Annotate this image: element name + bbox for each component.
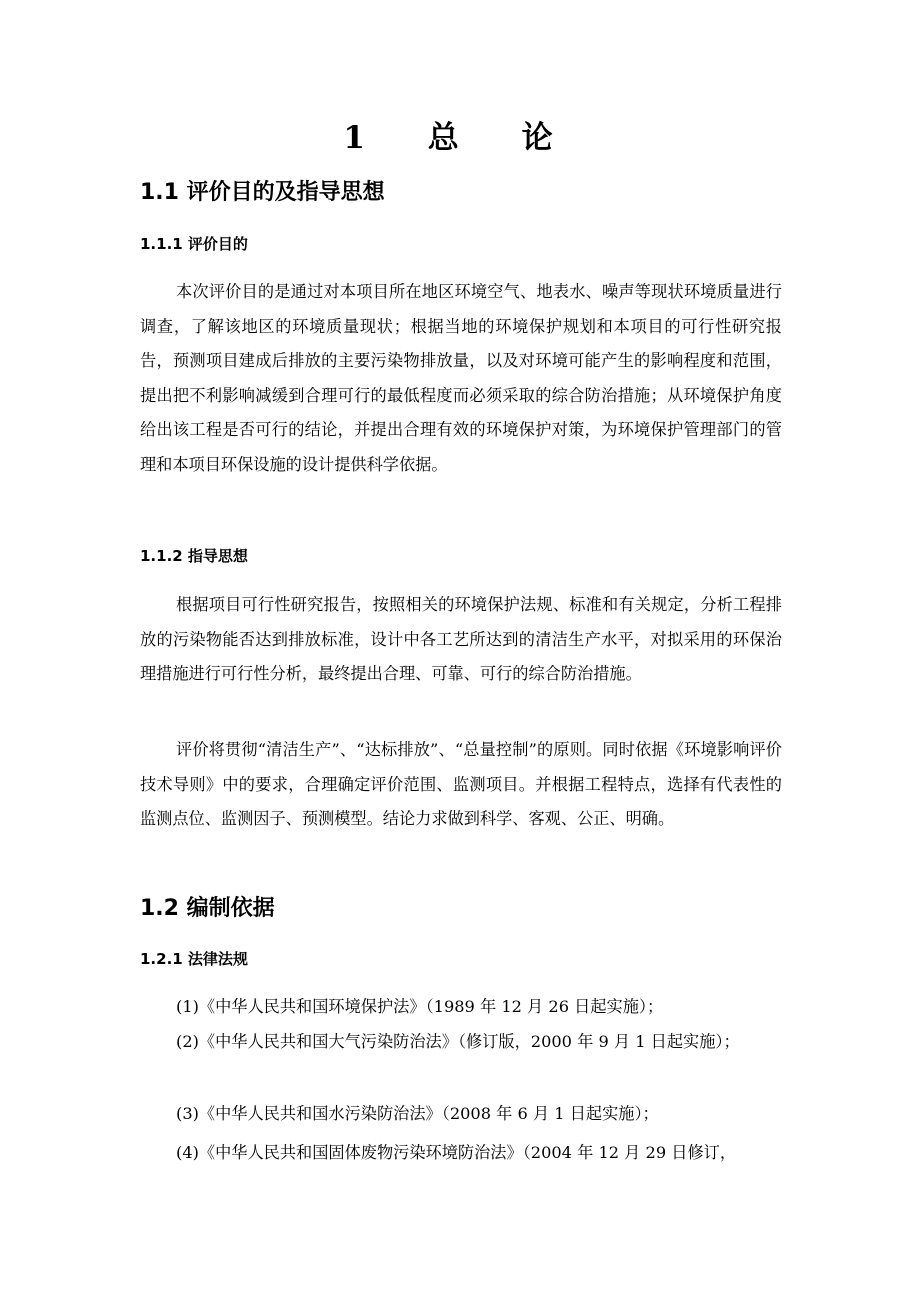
section-heading-1-1: 1.1 评价目的及指导思想 — [140, 180, 385, 205]
paragraph-guiding-principle-1: 根据项目可行性研究报告，按照相关的环境保护法规、标准和有关规定，分析工程排放的污染物能否达到排放标准，设计中各工艺所达到的清洁生产水平，对拟采用的环保治理措施进行可行性分析，最终提出合理、可靠、可行的综合防治措施。 — [140, 595, 782, 684]
chapter-title: 1 总 论 — [343, 120, 579, 156]
subsection-heading-1-2-1: 1.2.1 法律法规 — [140, 950, 248, 968]
subsection-heading-1-1-1: 1.1.1 评价目的 — [140, 235, 248, 253]
paragraph-evaluation-purpose: 本次评价目的是通过对本项目所在地区环境空气、地表水、噪声等现状环境质量进行调查，了解该地区的环境质量现状；根据当地的环境保护规划和本项目的可行性研究报告，预测项目建成后排放的主要污染物排放量，以及对环境可能产生的影响程度和范围，提出把不利影响减缓到合理可行的最低程度而必须采取的综合防治措施；从环境保护角度给出该工程是否可行的结论，并提出合理有效的环境保护对策，为环境保护管理部门的管理和本项目环保设施的设计提供科学依据。 — [140, 282, 782, 474]
paragraph-guiding-principle-2: 评价将贯彻“清洁生产”、“达标排放”、“总量控制”的原则。同时依据《环境影响评价技术导则》中的要求，合理确定评价范围、监测项目。并根据工程特点，选择有代表性的监测点位、监测因子、预测模型。结论力求做到科学、客观、公正、明确。 — [140, 740, 782, 829]
section-heading-1-2: 1.2 编制依据 — [140, 896, 275, 921]
list-item-law-3: (3)《中华人民共和国水污染防治法》（2008 年 6 月 1 日起实施）； — [176, 1104, 659, 1123]
list-item-law-4: (4)《中华人民共和国固体废物污染环境防治法》（2004 年 12 月 29 日修订， — [176, 1143, 737, 1162]
subsection-heading-1-1-2: 1.1.2 指导思想 — [140, 547, 248, 565]
list-item-law-1: (1)《中华人民共和国环境保护法》（1989 年 12 月 26 日起实施）； — [176, 997, 664, 1016]
list-item-law-2: (2)《中华人民共和国大气污染防治法》（修订版，2000 年 9 月 1 日起实施）； — [176, 1032, 740, 1051]
